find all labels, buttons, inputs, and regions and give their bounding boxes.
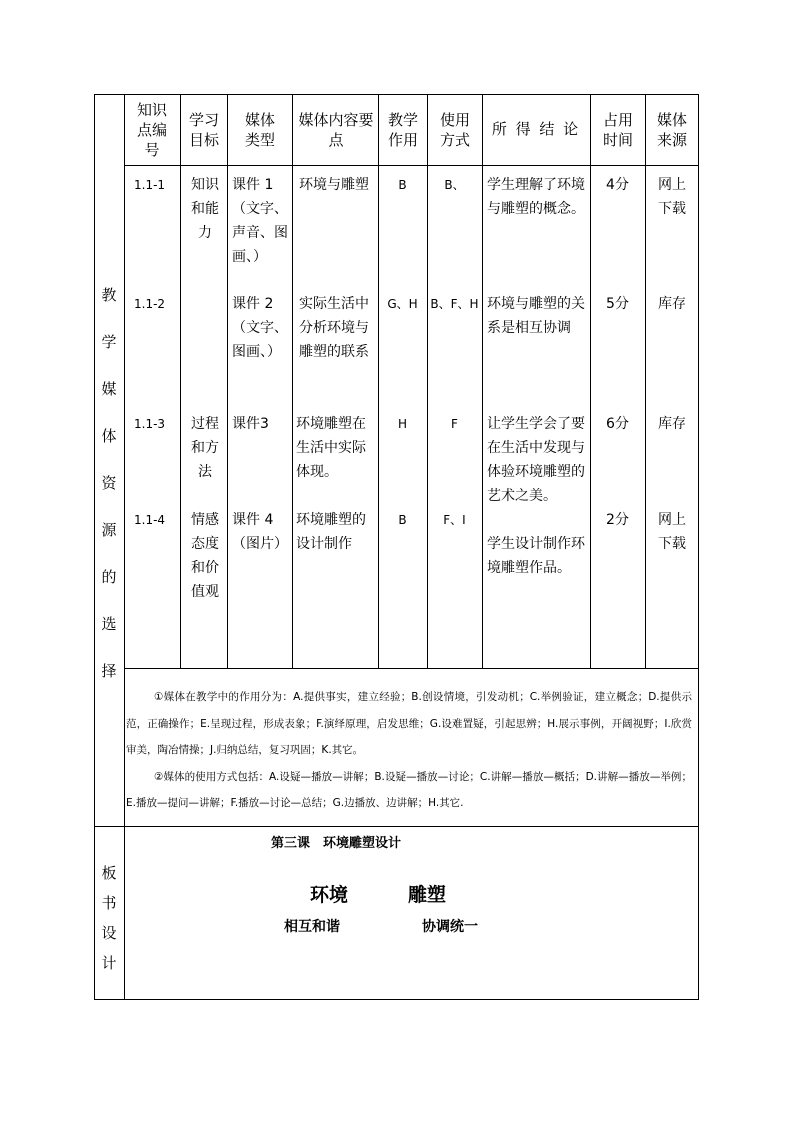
- divider: [227, 94, 228, 668]
- divider: [124, 94, 125, 1000]
- header-role: 教学作用: [387, 111, 418, 149]
- row-4-content: 环境雕塑的设计制作: [296, 512, 366, 552]
- row-3-content: 环境雕塑在生活中实际体现。: [296, 416, 366, 480]
- row-1-source: 网上下载: [658, 177, 686, 217]
- row-2-usage: B、F、H: [430, 297, 479, 311]
- board-phrase-2: 协调统一: [422, 919, 478, 935]
- row-3-type: 课件3: [232, 416, 269, 432]
- row-4-no: 1.1-4: [134, 513, 166, 527]
- row-1-type: 课件 1（文字、声音、图画、）: [232, 177, 288, 265]
- divider: [180, 94, 181, 668]
- divider: [292, 94, 293, 668]
- row-3-usage: F: [451, 417, 458, 431]
- row-4-goal: 情感态度和价值观: [191, 512, 219, 600]
- row-2-content: 实际生活中分析环境与雕塑的联系: [299, 296, 369, 360]
- row-2-no: 1.1-2: [134, 297, 166, 311]
- row-3-role: H: [397, 417, 408, 431]
- header-time: 占用时间: [602, 111, 633, 149]
- row-2-role: G、H: [387, 297, 418, 311]
- row-1-goal: 知识和能力: [191, 177, 219, 241]
- row-4-role: B: [398, 513, 407, 527]
- header-usage: 使用方式: [439, 111, 470, 149]
- header-content: 媒体内容要点: [298, 111, 374, 149]
- row-2-time: 5分: [606, 296, 629, 312]
- row-1-role: B: [398, 178, 407, 192]
- row-3-conclusion: 让学生学会了要在生活中发现与体验环境雕塑的艺术之美。: [487, 416, 585, 504]
- header-source: 媒体来源: [656, 111, 687, 149]
- header-goal: 学习目标: [188, 111, 219, 149]
- row-1-conclusion: 学生理解了环境与雕塑的概念。: [487, 177, 585, 217]
- board-phrase-1: 相互和谐: [284, 919, 340, 935]
- row-1-content: 环境与雕塑: [299, 177, 369, 193]
- row-3-source: 库存: [658, 416, 686, 432]
- board-word-2: 雕塑: [408, 884, 447, 906]
- row-3-no: 1.1-3: [134, 417, 166, 431]
- row-1-usage: B、: [444, 178, 465, 192]
- board-title: 第三课 环境雕塑设计: [270, 836, 401, 851]
- row-4-source: 网上下载: [658, 512, 686, 552]
- note-1: ①媒体在教学中的作用分为：A.提供事实，建立经验；B.创设情境，引发动机；C.举例验证，建立概念；D.提供示范，正确操作；E.呈现过程，形成表象；F.演绎原理，启发思维；G.设难置疑，引起思辨；H.展示事例，开阔视野；I.欣赏审美，陶冶情操；J.归纳总结，复习巩固；K.其它。: [126, 691, 692, 756]
- row-2-conclusion: 环境与雕塑的关系是相互协调: [487, 296, 585, 336]
- row-4-time: 2分: [606, 512, 629, 528]
- row-2-type: 课件 2（文字、图画、）: [232, 296, 288, 360]
- divider: [124, 668, 699, 669]
- row-4-usage: F、I: [443, 513, 466, 527]
- table-frame: [94, 94, 699, 1000]
- section-board-label: 板书设计: [101, 864, 117, 972]
- divider: [482, 94, 483, 668]
- header-media-type: 媒体类型: [244, 111, 275, 149]
- header-conclusion: 所 得 结 论: [491, 120, 581, 138]
- row-3-time: 6分: [606, 416, 629, 432]
- note-2: ②媒体的使用方式包括：A.设疑—播放—讲解；B.设疑—播放—讨论；C.讲解—播放—概括；D.讲解—播放—举例；E.播放—提问—讲解；F.播放—讨论—总结；G.边播放、边讲解；H.其它.: [126, 770, 692, 809]
- row-1-no: 1.1-1: [134, 178, 166, 192]
- row-3-goal: 过程和方法: [191, 416, 219, 480]
- row-2-source: 库存: [658, 296, 686, 312]
- divider: [94, 826, 699, 827]
- row-1-time: 4分: [606, 177, 629, 193]
- board-word-1: 环境: [310, 884, 349, 906]
- row-4-type: 课件 4（图片）: [232, 512, 288, 552]
- notes-section: [126, 684, 692, 817]
- header-point-no: 知识点编号: [136, 101, 167, 159]
- divider: [124, 165, 699, 166]
- divider: [645, 94, 646, 668]
- section-media-label: 教学媒体资源的选择: [101, 286, 117, 680]
- row-4-conclusion: 学生设计制作环境雕塑作品。: [487, 536, 585, 576]
